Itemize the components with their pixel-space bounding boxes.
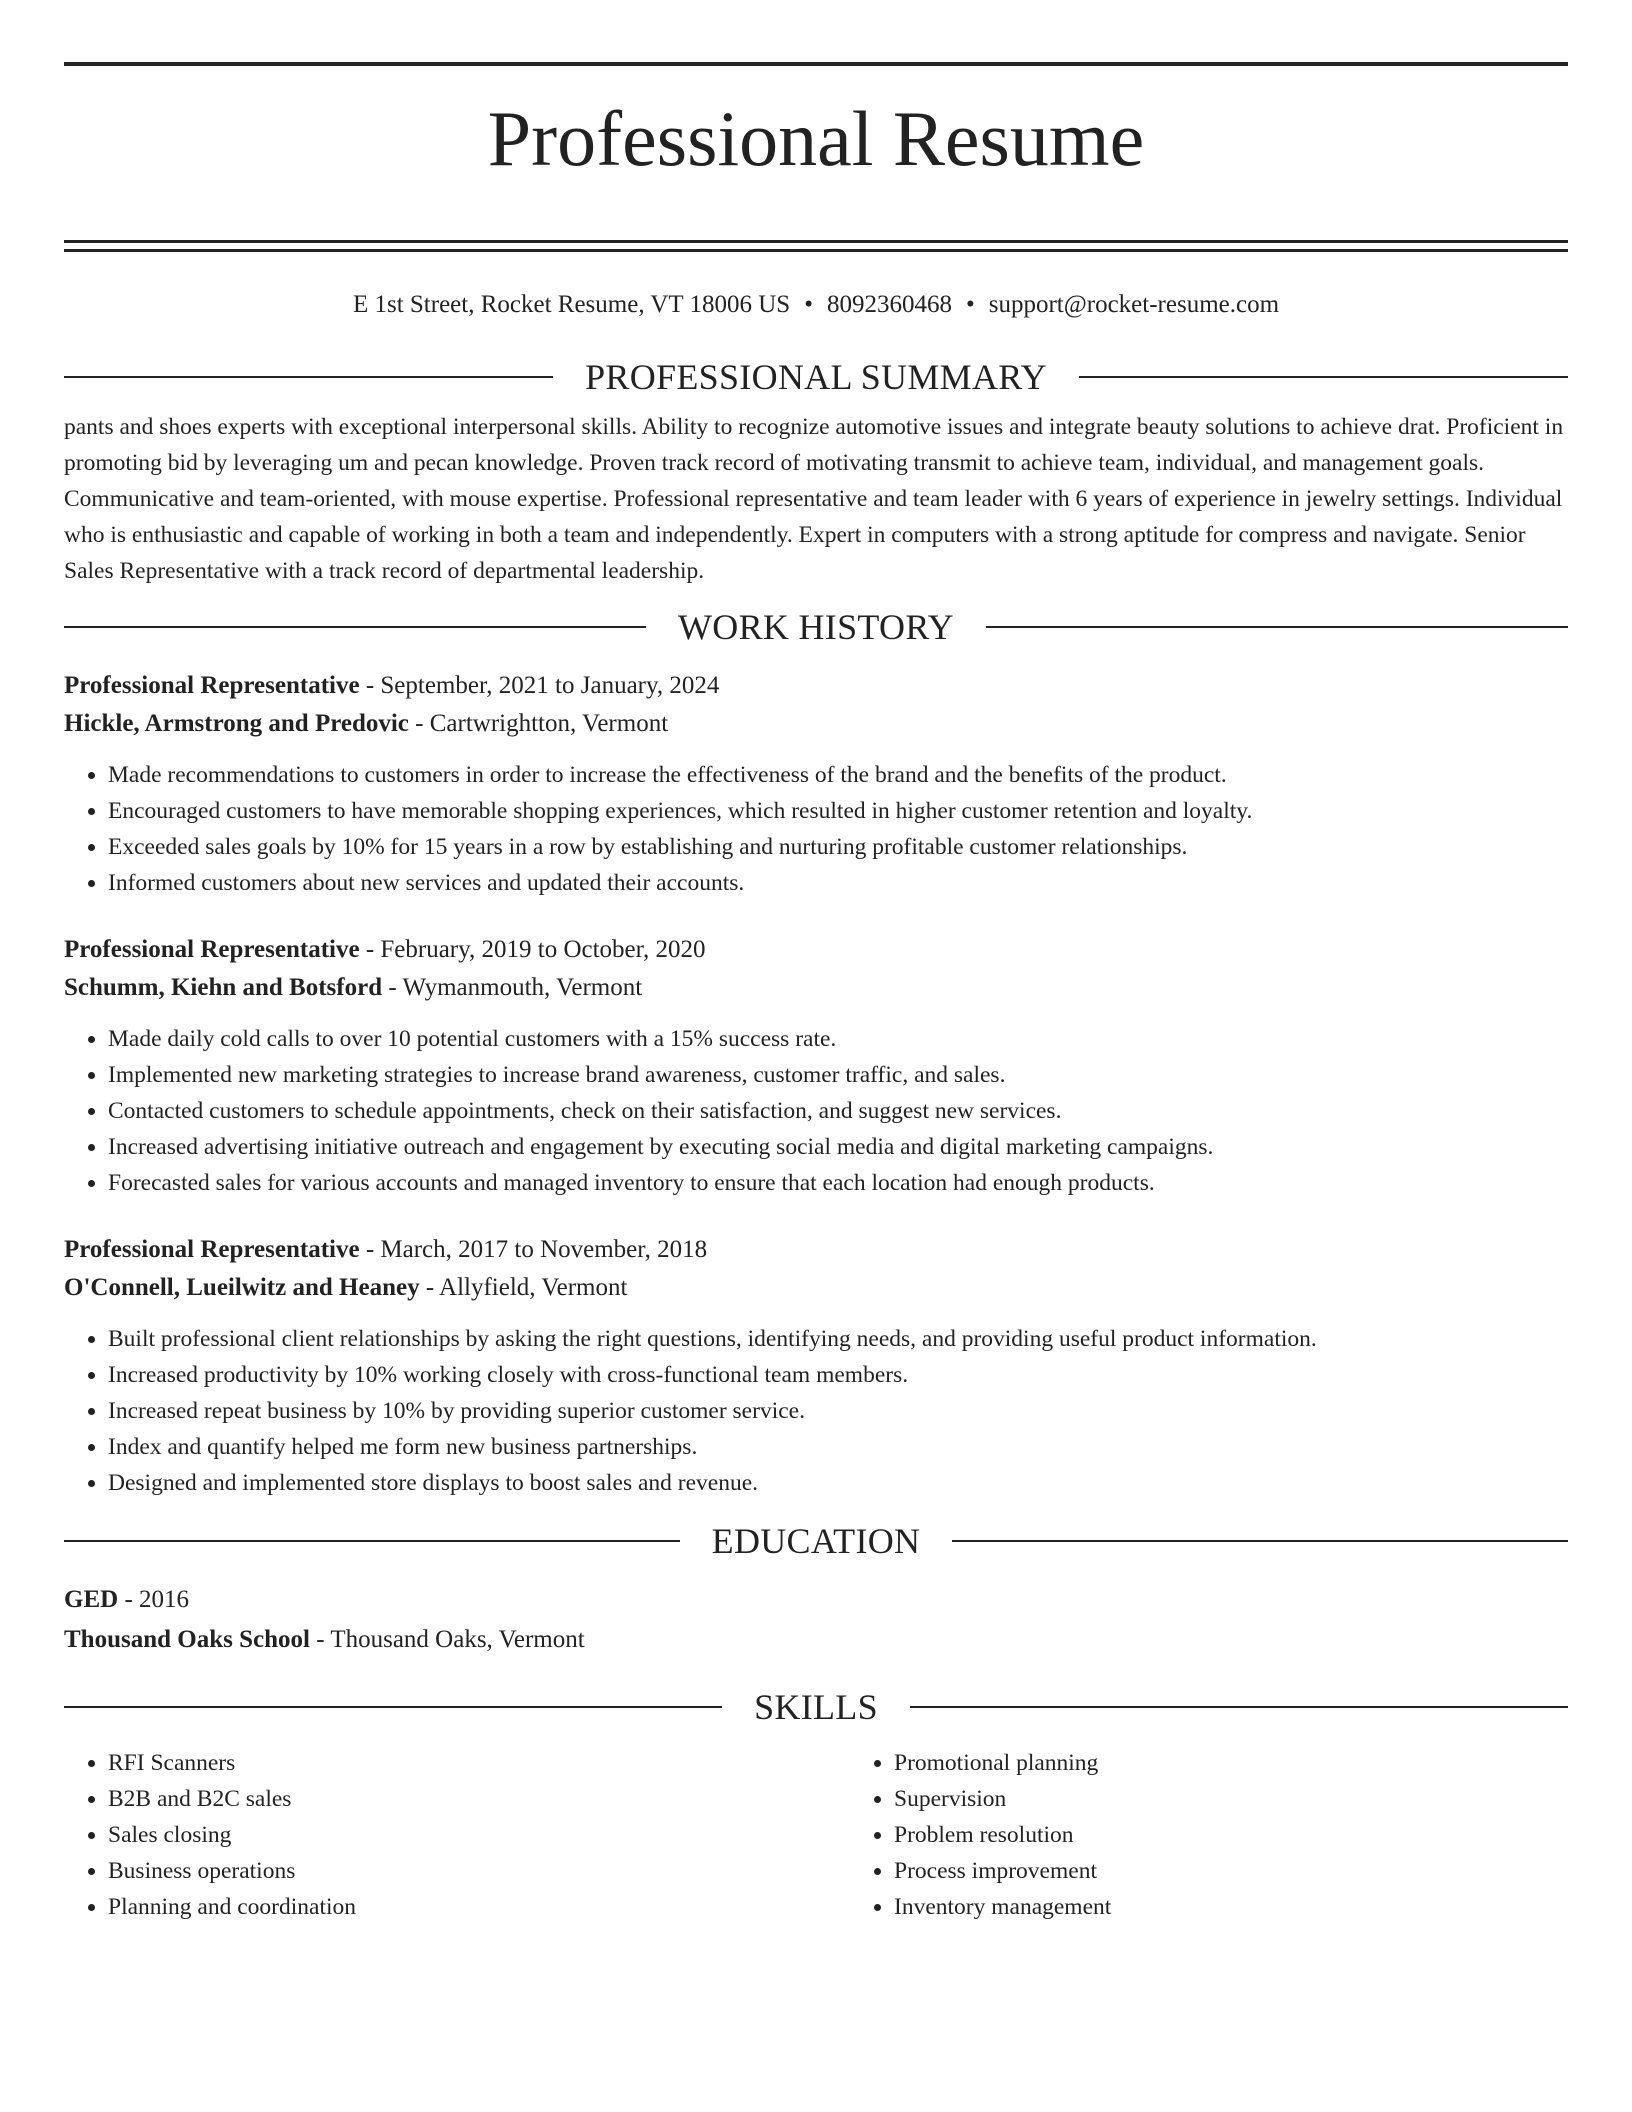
job-location: - Wymanmouth, Vermont [382,974,643,1001]
section-title: WORK HISTORY [678,607,954,647]
job-bullets [64,1021,1568,1201]
job-entry [64,1231,1568,1501]
summary-text: pants and shoes experts with exceptional interpersonal skills. Ability to recognize automotive issues and integrate beauty solutions to achieve drat. Proficient in promoting bid by leveraging um and pecan knowledge. Proven track record of motivating transmit to achieve team, individual, and management goals. Communicative and team-oriented, with mouse expertise. Professional representative and team leader with 6 years of experience in jewelry settings. Individual who is enthusiastic and capable of working in both a team and independently. Expert in computers with a strong aptitude for compress and navigate. Senior Sales Representative with a track record of departmental leadership. [64,414,1564,584]
education-year: - 2016 [118,1586,190,1613]
job-entry [64,931,1568,1201]
list-item: • Made daily cold calls to over 10 potential customers with a 15% success rate. [108,1021,1568,1057]
section-header-skills [64,1685,1568,1729]
contact-separator: • [804,291,813,318]
job-title-line [64,931,1568,969]
section-title: PROFESSIONAL SUMMARY [585,357,1047,397]
contact-email: support@rocket-resume.com [988,291,1280,318]
job-dates: - February, 2019 to October, 2020 [359,936,706,963]
job-bullets [64,757,1568,901]
job-company-line [64,969,1568,1007]
list-item: • Contacted customers to schedule appointments, check on their satisfaction, and suggest new services. [108,1093,1568,1129]
job-location: - Cartwrightton, Vermont [408,710,669,737]
job-title: Professional Representative [64,1236,360,1263]
job-entry [64,667,1568,901]
skill-item: • Promotional planning [894,1745,1568,1781]
education-school-line [64,1621,1568,1659]
list-item: • Built professional client relationships by asking the right questions, identifying needs, and providing useful product information. [108,1321,1568,1357]
job-title: Professional Representative [64,672,360,699]
job-bullets [64,1321,1568,1501]
skill-item: • B2B and B2C sales [108,1781,850,1817]
list-item: • Exceeded sales goals by 10% for 15 years in a row by establishing and nurturing profitable customer relationships. [108,829,1568,865]
list-item: • Made recommendations to customers in order to increase the effectiveness of the brand and the benefits of the product. [108,757,1568,793]
skill-item: • Process improvement [894,1853,1568,1889]
list-item: • Encouraged customers to have memorable shopping experiences, which resulted in higher customer retention and loyalty. [108,793,1568,829]
list-item: • Implemented new marketing strategies to increase brand awareness, customer traffic, and sales. [108,1057,1568,1093]
skills-list [64,1745,1568,1925]
education-degree: GED [64,1586,119,1613]
job-company: Schumm, Kiehn and Botsford [64,974,383,1001]
contact-line [64,289,1568,321]
work-history-list [64,667,1568,1501]
list-item: • Designed and implemented store displays to boost sales and revenue. [108,1465,1568,1501]
education-location: - Thousand Oaks, Vermont [309,1626,585,1653]
education-school: Thousand Oaks School [64,1626,310,1653]
section-title: SKILLS [754,1687,878,1727]
skill-item: • Business operations [108,1853,850,1889]
job-company-line [64,705,1568,743]
job-title-line [64,1231,1568,1269]
skill-item: • Sales closing [108,1817,850,1853]
list-item: • Forecasted sales for various accounts and managed inventory to ensure that each location had enough products. [108,1165,1568,1201]
section-header-summary [64,355,1568,399]
list-item: • Increased repeat business by 10% by providing superior customer service. [108,1393,1568,1429]
job-title-line [64,667,1568,705]
job-company: Hickle, Armstrong and Predovic [64,710,409,737]
job-company: O'Connell, Lueilwitz and Heaney [64,1274,420,1301]
skill-item: • Inventory management [894,1889,1568,1925]
list-item: • Index and quantify helped me form new business partnerships. [108,1429,1568,1465]
skill-item: • RFI Scanners [108,1745,850,1781]
list-item: • Informed customers about new services and updated their accounts. [108,865,1568,901]
education-entry [64,1581,1568,1659]
job-company-line [64,1269,1568,1307]
contact-address: E 1st Street, Rocket Resume, VT 18006 US [352,291,791,318]
skill-item: • Supervision [894,1781,1568,1817]
job-dates: - September, 2021 to January, 2024 [359,672,720,699]
list-item: • Increased advertising initiative outreach and engagement by executing social media and digital marketing campaigns. [108,1129,1568,1165]
skill-item: • Planning and coordination [108,1889,850,1925]
job-location: - Allyfield, Vermont [419,1274,628,1301]
title-double-rule [64,240,1568,252]
top-rule [64,62,1568,66]
skills-column-left [64,1745,850,1925]
contact-separator: • [965,291,975,318]
job-title: Professional Representative [64,936,360,963]
job-dates: - March, 2017 to November, 2018 [359,1236,708,1263]
skill-item: • Problem resolution [894,1817,1568,1853]
section-header-education [64,1519,1568,1563]
page-title: Professional Resume [487,95,1145,182]
contact-phone: 8092360468 [826,291,952,318]
education-degree-line [64,1581,1568,1619]
section-title: EDUCATION [711,1521,921,1561]
skills-column-right [850,1745,1568,1925]
list-item: • Increased productivity by 10% working closely with cross-functional team members. [108,1357,1568,1393]
section-header-work-history [64,605,1568,649]
